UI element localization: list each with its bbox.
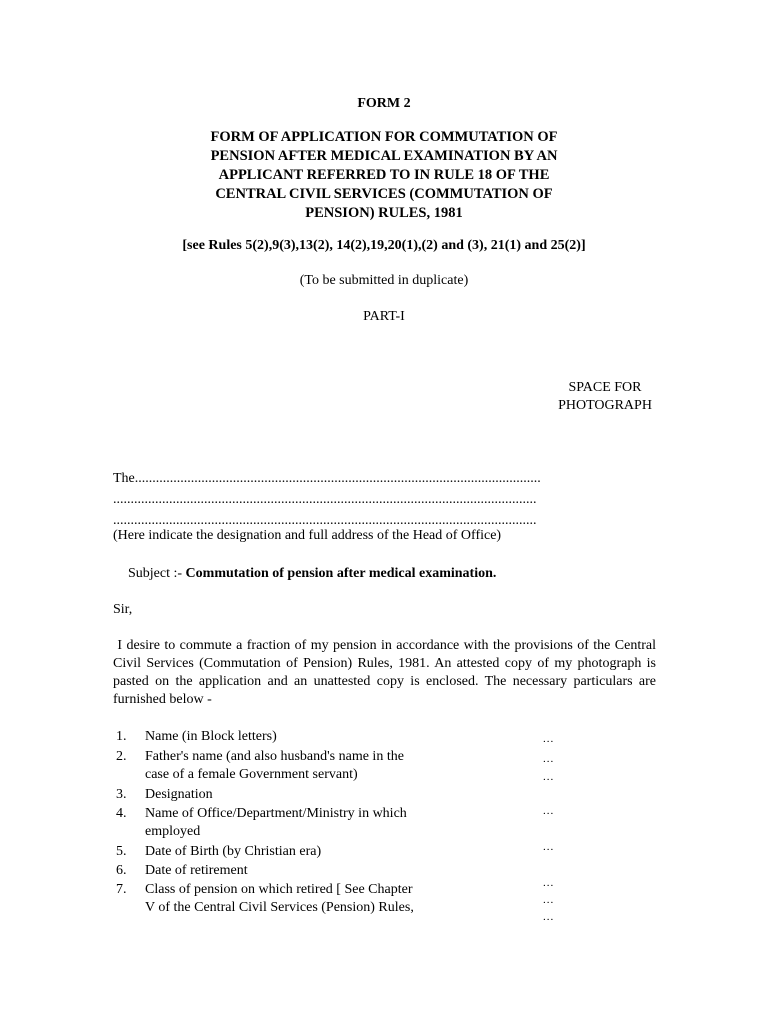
- item-text: Class of pension on which retired [ See Chapter: [145, 882, 413, 897]
- photograph-space-line: SPACE FOR: [568, 380, 642, 395]
- leader-dots: ...: [543, 771, 555, 783]
- item-number: 3.: [116, 787, 127, 802]
- item-text: case of a female Government servant): [145, 767, 358, 782]
- item-number: 1.: [116, 729, 127, 744]
- form-title-line: FORM OF APPLICATION FOR COMMUTATION OF: [210, 129, 558, 145]
- form-title-line: PENSION) RULES, 1981: [305, 205, 463, 221]
- part-label: PART-I: [363, 309, 405, 324]
- leader-dots: ...: [543, 805, 555, 817]
- subject-text: Commutation of pension after medical examination.: [185, 566, 497, 581]
- leader-dots: ...: [543, 753, 555, 765]
- item-number: 7.: [116, 882, 127, 897]
- address-line: .........................................................................................................................: [113, 492, 537, 507]
- address-line: The....................................................................................................................: [113, 471, 541, 486]
- subject-prefix: Subject :-: [128, 566, 186, 581]
- item-text: Designation: [145, 787, 213, 802]
- item-text: Date of Birth (by Christian era): [145, 844, 322, 859]
- form-title-line: APPLICANT REFERRED TO IN RULE 18 OF THE: [218, 167, 550, 183]
- salutation: Sir,: [113, 602, 133, 617]
- duplicate-note: (To be submitted in duplicate): [299, 273, 469, 288]
- address-line: .........................................................................................................................: [113, 513, 537, 528]
- item-number: 6.: [116, 863, 127, 878]
- item-text: Name of Office/Department/Ministry in which: [145, 806, 407, 821]
- item-number: 2.: [116, 749, 127, 764]
- form-number: FORM 2: [357, 96, 411, 111]
- form-title-line: CENTRAL CIVIL SERVICES (COMMUTATION OF: [215, 186, 553, 202]
- item-text: Name (in Block letters): [145, 729, 277, 744]
- photograph-space-line: PHOTOGRAPH: [558, 398, 652, 413]
- item-number: 4.: [116, 806, 127, 821]
- leader-dots: ...: [543, 911, 555, 923]
- subject-line: [128, 566, 496, 582]
- photograph-space: [530, 379, 680, 415]
- leader-dots: ...: [543, 894, 555, 906]
- leader-dots: ...: [543, 841, 555, 853]
- address-note: (Here indicate the designation and full address of the Head of Office): [113, 528, 502, 543]
- body-paragraph: [113, 637, 656, 709]
- leader-dots: ...: [543, 733, 555, 745]
- leader-dots: ...: [543, 877, 555, 889]
- item-text: Date of retirement: [145, 863, 248, 878]
- item-text: Father's name (and also husband's name in the: [145, 749, 404, 764]
- item-text: employed: [145, 824, 201, 839]
- form-title: [0, 128, 768, 223]
- body-paragraph-text: I desire to commute a fraction of my pension in accordance with the provisions of the Central Civil Services (Commutation of Pension) Rules, 1981. An attested copy of my photograph is pasted on the application and an unattested copy is enclosed. The necessary particulars are furnished below -: [113, 638, 657, 707]
- rules-reference: [see Rules 5(2),9(3),13(2), 14(2),19,20(1),(2) and (3), 21(1) and 25(2)]: [182, 238, 586, 253]
- form-title-line: PENSION AFTER MEDICAL EXAMINATION BY AN: [210, 148, 558, 164]
- item-number: 5.: [116, 844, 127, 859]
- item-text: V of the Central Civil Services (Pension) Rules,: [145, 900, 414, 915]
